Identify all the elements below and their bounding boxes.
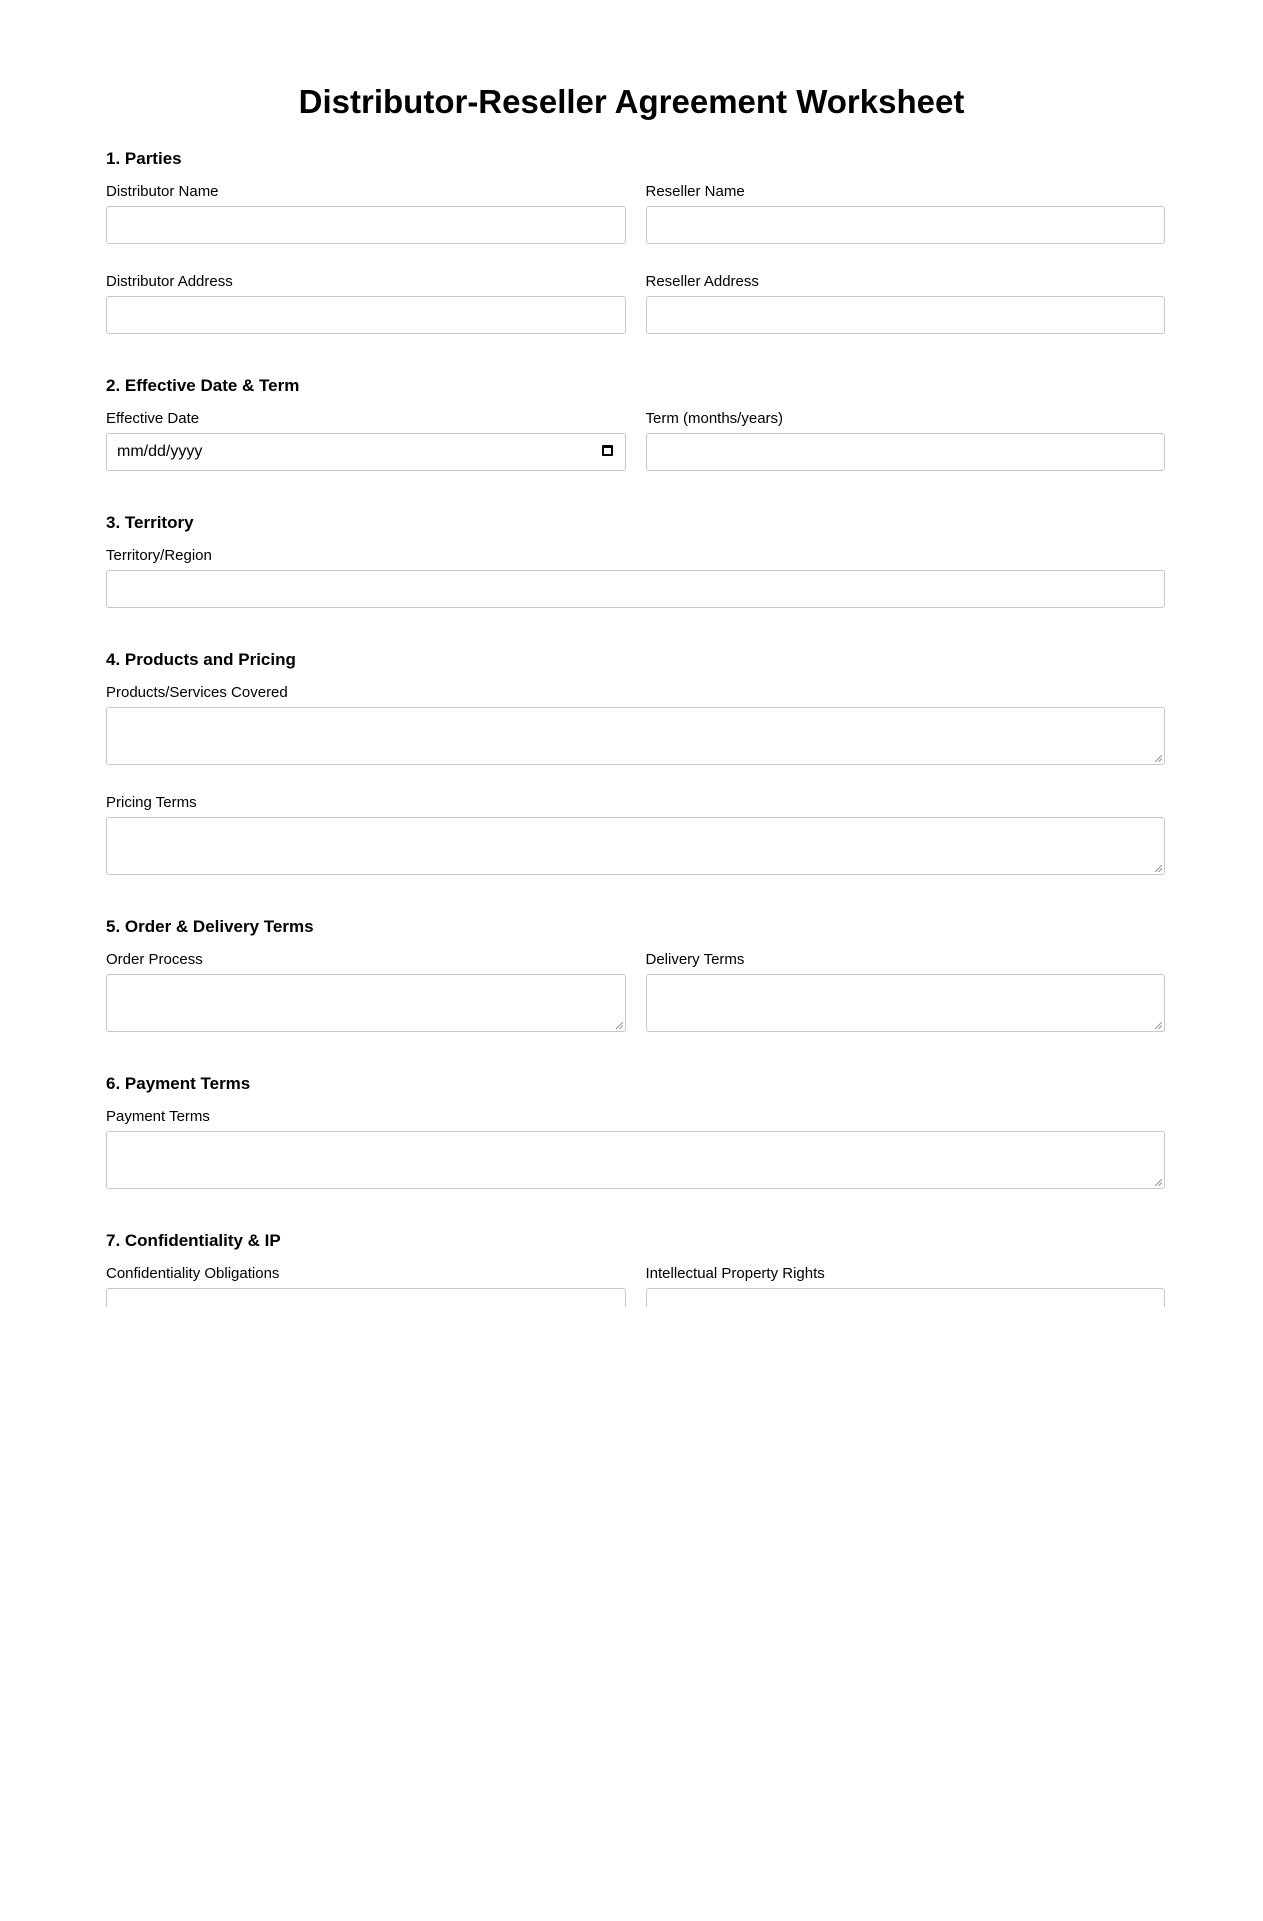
ip-rights-textarea[interactable] <box>646 1288 1166 1307</box>
territory-label: Territory/Region <box>106 547 212 564</box>
order-process-label: Order Process <box>106 951 203 968</box>
agreement-form <box>106 149 1165 1307</box>
resize-grip-icon[interactable] <box>1155 1022 1162 1029</box>
resize-grip-icon[interactable] <box>1155 865 1162 872</box>
products-label: Products/Services Covered <box>106 684 288 701</box>
section-heading-territory: 3. Territory <box>106 513 194 532</box>
term-input[interactable] <box>646 433 1166 471</box>
reseller-name-input[interactable] <box>646 206 1166 244</box>
distributor-name-label: Distributor Name <box>106 183 219 200</box>
products-textarea[interactable] <box>106 707 1165 765</box>
reseller-address-label: Reseller Address <box>645 273 759 290</box>
resize-grip-icon[interactable] <box>1155 755 1162 762</box>
section-heading-parties: 1. Parties <box>106 149 182 168</box>
section-heading-payment-terms: 6. Payment Terms <box>106 1074 251 1093</box>
calendar-icon[interactable] <box>602 445 613 456</box>
delivery-terms-label: Delivery Terms <box>645 951 745 968</box>
payment-terms-label: Payment Terms <box>106 1108 210 1125</box>
resize-grip-icon[interactable] <box>616 1022 623 1029</box>
resize-grip-icon[interactable] <box>1155 1179 1162 1186</box>
distributor-address-input[interactable] <box>106 296 626 334</box>
confidentiality-label: Confidentiality Obligations <box>106 1265 280 1282</box>
effective-date-input[interactable] <box>106 433 626 471</box>
reseller-name-label: Reseller Name <box>645 183 745 200</box>
distributor-name-input[interactable] <box>106 206 626 244</box>
section-heading-effective-date-term: 2. Effective Date & Term <box>106 376 300 395</box>
order-process-textarea[interactable] <box>106 974 626 1032</box>
page-title: Distributor-Reseller Agreement Worksheet <box>298 83 965 120</box>
confidentiality-textarea[interactable] <box>106 1288 626 1307</box>
payment-terms-textarea[interactable] <box>106 1131 1165 1189</box>
date-placeholder: mm/dd/yyyy <box>117 443 203 460</box>
pricing-terms-label: Pricing Terms <box>106 794 197 811</box>
ip-rights-label: Intellectual Property Rights <box>645 1265 825 1282</box>
section-heading-confidentiality-ip: 7. Confidentiality & IP <box>106 1231 281 1250</box>
effective-date-label: Effective Date <box>106 410 200 427</box>
territory-input[interactable] <box>106 570 1165 608</box>
delivery-terms-textarea[interactable] <box>646 974 1166 1032</box>
pricing-terms-textarea[interactable] <box>106 817 1165 875</box>
reseller-address-input[interactable] <box>646 296 1166 334</box>
section-heading-order-delivery: 5. Order & Delivery Terms <box>106 917 314 936</box>
term-label: Term (months/years) <box>645 410 784 427</box>
section-heading-products-pricing: 4. Products and Pricing <box>106 650 296 669</box>
distributor-address-label: Distributor Address <box>106 273 233 290</box>
